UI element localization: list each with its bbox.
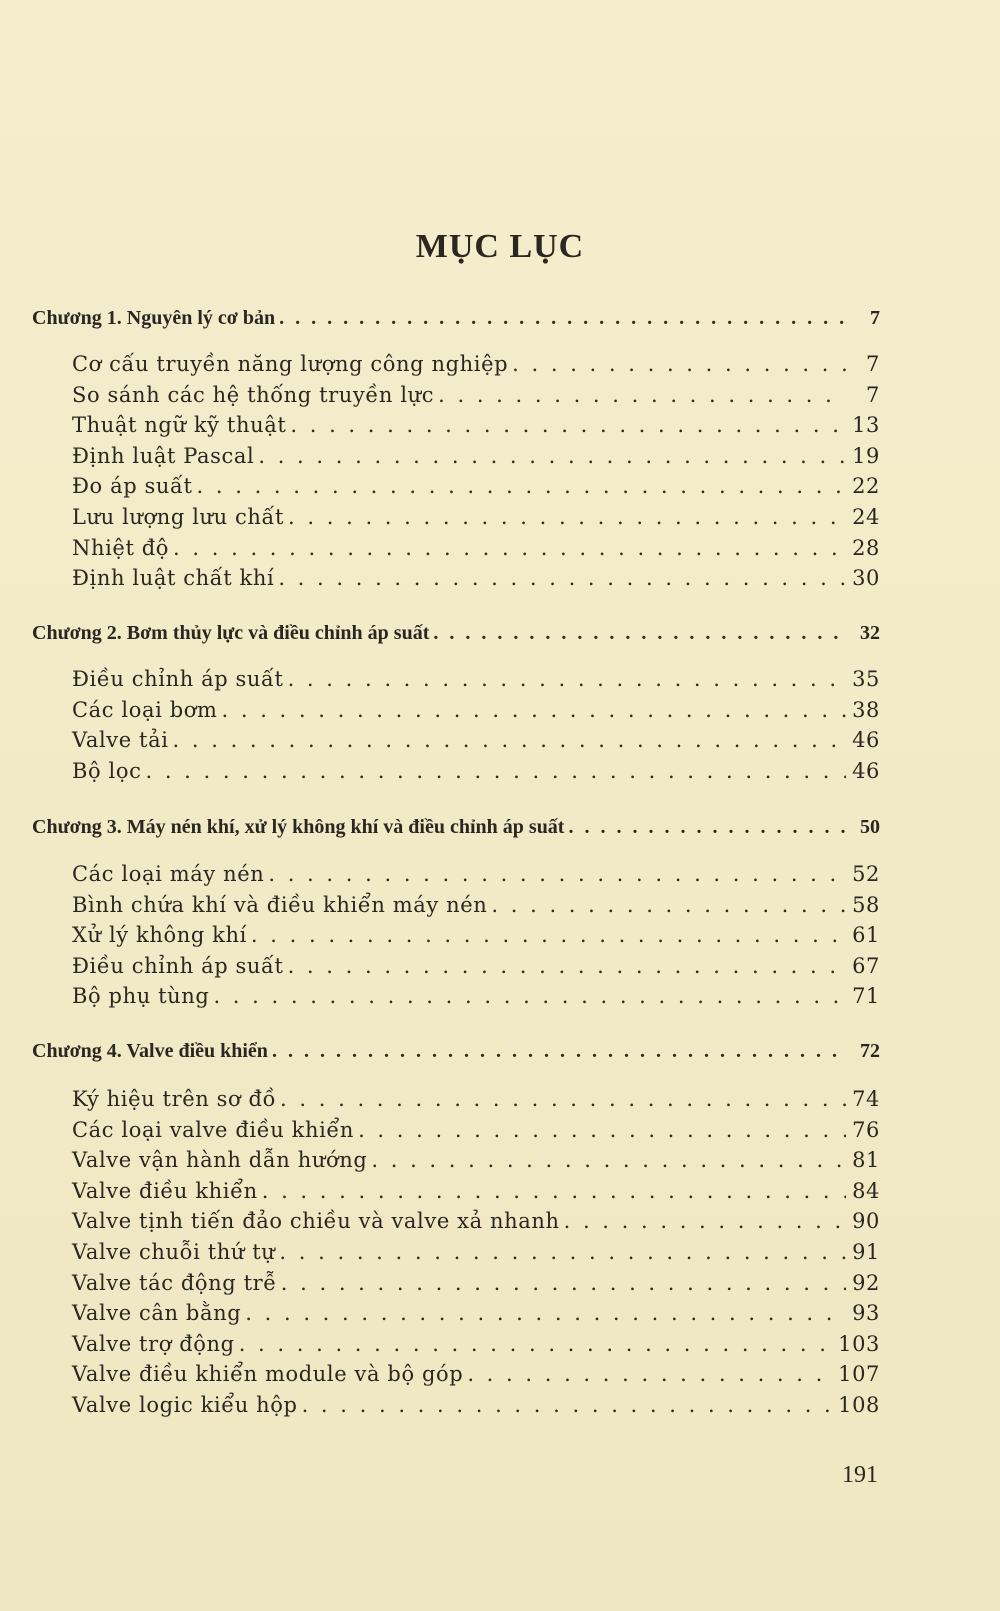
toc-entry-label: Định luật Pascal: [72, 444, 255, 468]
toc-entry: [32, 1393, 880, 1417]
dot-leader: [281, 1271, 846, 1295]
toc-entry-page: 28: [852, 536, 880, 560]
toc-entry-label: Valve điều khiển: [72, 1179, 258, 1203]
toc-entry: [32, 1271, 880, 1295]
toc-entry-page: 7: [866, 352, 880, 376]
toc-entry-page: 35: [852, 667, 880, 691]
toc-entry-label: Valve logic kiểu hộp: [72, 1393, 298, 1417]
toc-entry-label: Valve vận hành dẫn hướng: [72, 1148, 368, 1172]
dot-leader: [258, 444, 846, 468]
toc-entry: [32, 728, 880, 752]
dot-leader: [222, 698, 847, 722]
toc-entry-page: 74: [852, 1087, 880, 1111]
toc-entry-label: Xử lý không khí: [72, 923, 247, 947]
toc-entry: [32, 954, 880, 978]
toc-entry-label: Ký hiệu trên sơ đồ: [72, 1087, 277, 1111]
toc-entry-page: 13: [852, 413, 880, 437]
toc-entry: [32, 474, 880, 498]
toc-entry: [32, 1179, 880, 1203]
toc-entry-label: Valve tác động trễ: [72, 1271, 277, 1295]
toc-entry: [32, 893, 880, 917]
toc-entry: [32, 1301, 880, 1325]
dot-leader: [564, 1209, 846, 1233]
toc-chapter: [32, 307, 880, 330]
toc-entry: [32, 667, 880, 691]
toc-entry-label: Bộ phụ tùng: [72, 984, 210, 1008]
toc-entry-label: Valve tải: [72, 728, 169, 752]
toc-chapter-page: 32: [860, 622, 880, 644]
dot-leader: [268, 862, 846, 886]
toc-entry-label: Bình chứa khí và điều khiển máy nén: [72, 893, 488, 917]
dot-leader: [290, 413, 846, 437]
toc-entry: [32, 759, 880, 783]
toc-entry-label: Valve cân bằng: [72, 1301, 242, 1325]
toc-entry-label: Các loại máy nén: [72, 862, 265, 886]
toc-entry-label: Thuật ngữ kỹ thuật: [72, 413, 287, 437]
toc-entry-label: Điều chỉnh áp suất: [72, 954, 284, 978]
toc-entry-page: 108: [838, 1393, 880, 1417]
toc-entry: [32, 1118, 880, 1142]
toc-entry-page: 38: [852, 698, 880, 722]
toc-entry-page: 30: [852, 566, 880, 590]
toc-entry-page: 76: [852, 1118, 880, 1142]
toc-entry-page: 46: [852, 728, 880, 752]
toc-entry: [32, 698, 880, 722]
toc-entry-label: Valve chuỗi thứ tự: [72, 1240, 276, 1264]
toc-entry: [32, 566, 880, 590]
dot-leader: [288, 667, 846, 691]
dot-leader: [279, 307, 846, 330]
dot-leader: [512, 352, 846, 376]
toc-entry: [32, 1240, 880, 1264]
toc-entry-page: 7: [866, 383, 880, 407]
toc-entry-label: So sánh các hệ thống truyền lực: [72, 383, 435, 407]
dot-leader: [302, 1393, 835, 1417]
toc-chapter-page: 7: [870, 307, 880, 329]
toc-entry: [32, 383, 880, 407]
toc-entry: [32, 1209, 880, 1233]
toc-entry-page: 107: [838, 1362, 880, 1386]
toc-entry: [32, 862, 880, 886]
toc-chapter-label: Chương 4. Valve điều khiển: [32, 1040, 268, 1062]
toc-entry-page: 71: [852, 984, 880, 1008]
dot-leader: [279, 1240, 846, 1264]
toc-entry-page: 22: [852, 474, 880, 498]
dot-leader: [288, 505, 846, 529]
dot-leader: [371, 1148, 846, 1172]
dot-leader: [197, 474, 846, 498]
dot-leader: [239, 1332, 834, 1356]
toc-entry-page: 103: [838, 1332, 880, 1356]
toc-chapter: [32, 1040, 880, 1063]
page-title: MỤC LỤC: [415, 227, 585, 265]
toc-entry-label: Nhiệt độ: [72, 536, 170, 560]
dot-leader: [245, 1301, 846, 1325]
toc-entry-page: 92: [852, 1271, 880, 1295]
dot-leader: [278, 566, 846, 590]
toc-entry-label: Định luật chất khí: [72, 566, 275, 590]
toc-entry-page: 67: [852, 954, 880, 978]
toc-chapter: [32, 622, 880, 645]
dot-leader: [145, 759, 846, 783]
toc-entry-page: 81: [852, 1148, 880, 1172]
toc-entry: [32, 444, 880, 468]
dot-leader: [173, 536, 846, 560]
toc-entry-page: 24: [852, 505, 880, 529]
toc-entry-page: 84: [852, 1179, 880, 1203]
dot-leader: [491, 893, 846, 917]
page-number: 191: [842, 1462, 878, 1488]
dot-leader: [272, 1040, 846, 1063]
toc-entry-page: 58: [852, 893, 880, 917]
toc-entry-label: Điều chỉnh áp suất: [72, 667, 284, 691]
dot-leader: [568, 816, 846, 839]
toc-entry: [32, 1362, 880, 1386]
dot-leader: [262, 1179, 846, 1203]
dot-leader: [213, 984, 846, 1008]
dot-leader: [433, 622, 846, 645]
dot-leader: [358, 1118, 846, 1142]
toc-chapter: [32, 816, 880, 839]
toc-entry-page: 61: [852, 923, 880, 947]
toc-entry-page: 19: [852, 444, 880, 468]
toc-chapter-label: Chương 3. Máy nén khí, xử lý không khí và điều chỉnh áp suất: [32, 816, 565, 838]
dot-leader: [467, 1362, 834, 1386]
toc-entry: [32, 923, 880, 947]
toc-entry: [32, 1148, 880, 1172]
toc-entry: [32, 413, 880, 437]
dot-leader: [173, 728, 846, 752]
toc-entry-page: 46: [852, 759, 880, 783]
dot-leader: [288, 954, 846, 978]
toc-entry: [32, 1332, 880, 1356]
toc-entry: [32, 984, 880, 1008]
toc-entry-page: 90: [852, 1209, 880, 1233]
toc-entry-label: Các loại bơm: [72, 698, 218, 722]
toc-entry-label: Đo áp suất: [72, 474, 193, 498]
toc-entry-label: Các loại valve điều khiển: [72, 1118, 355, 1142]
dot-leader: [251, 923, 846, 947]
toc-chapter-page: 72: [860, 1040, 880, 1062]
toc-entry-label: Bộ lọc: [72, 759, 142, 783]
toc-chapter-label: Chương 2. Bơm thủy lực và điều chỉnh áp suất: [32, 622, 430, 644]
toc-chapter-page: 50: [860, 816, 880, 838]
toc-chapter-label: Chương 1. Nguyên lý cơ bản: [32, 307, 276, 329]
toc-entry: [32, 536, 880, 560]
toc-entry-label: Valve điều khiển module và bộ góp: [72, 1362, 464, 1386]
toc-entry-label: Valve trợ động: [72, 1332, 235, 1356]
toc-entry: [32, 1087, 880, 1111]
toc-entry: [32, 505, 880, 529]
dot-leader: [280, 1087, 846, 1111]
toc-entry-page: 93: [852, 1301, 880, 1325]
toc-entry-label: Valve tịnh tiến đảo chiều và valve xả nhanh: [72, 1209, 560, 1233]
dot-leader: [438, 383, 846, 407]
toc-entry-label: Cơ cấu truyền năng lượng công nghiệp: [72, 352, 509, 376]
toc-entry-page: 91: [852, 1240, 880, 1264]
toc-entry: [32, 352, 880, 376]
toc-entry-page: 52: [852, 862, 880, 886]
toc-entry-label: Lưu lượng lưu chất: [72, 505, 285, 529]
